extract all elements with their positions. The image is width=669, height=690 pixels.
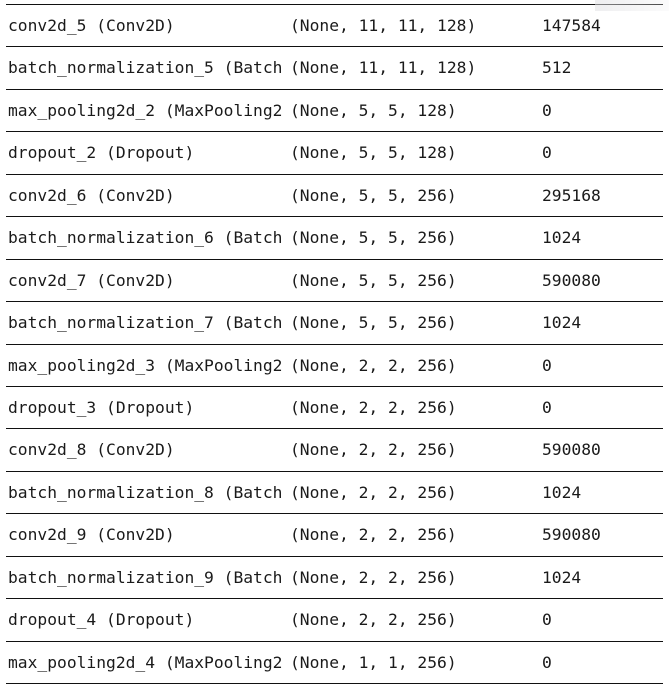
param-count-cell: 0 (542, 143, 552, 163)
table-row (6, 259, 663, 301)
table-body (0, 4, 669, 684)
output-shape-cell: (None, 5, 5, 256) (290, 228, 457, 248)
layer-name-cell: batch_normalization_6 (Batch (8, 228, 283, 248)
table-row (6, 556, 663, 598)
output-shape-cell: (None, 5, 5, 256) (290, 185, 457, 205)
layer-name-cell: batch_normalization_9 (Batch (8, 567, 283, 587)
param-count-cell: 590080 (542, 440, 601, 460)
layer-name-cell: max_pooling2d_2 (MaxPooling2 (8, 100, 283, 120)
param-count-cell: 590080 (542, 525, 601, 545)
param-count-cell: 0 (542, 397, 552, 417)
table-row (6, 46, 663, 88)
table-row (6, 301, 663, 343)
output-shape-cell: (None, 11, 11, 128) (290, 58, 477, 78)
layer-name-cell: dropout_4 (Dropout) (8, 610, 195, 630)
layer-name-cell: batch_normalization_7 (Batch (8, 313, 283, 333)
table-row (6, 89, 663, 131)
table-row (6, 598, 663, 640)
table-row (6, 641, 663, 683)
output-shape-cell: (None, 1, 1, 256) (290, 652, 457, 672)
output-shape-cell: (None, 2, 2, 256) (290, 355, 457, 375)
table-row (6, 471, 663, 513)
table-row (6, 4, 663, 46)
output-shape-cell: (None, 5, 5, 256) (290, 270, 457, 290)
param-count-cell: 590080 (542, 270, 601, 290)
param-count-cell: 0 (542, 355, 552, 375)
param-count-cell: 295168 (542, 185, 601, 205)
output-shape-cell: (None, 2, 2, 256) (290, 610, 457, 630)
table-row (6, 513, 663, 555)
param-count-cell: 1024 (542, 482, 582, 502)
layer-name-cell: batch_normalization_8 (Batch (8, 482, 283, 502)
output-shape-cell: (None, 2, 2, 256) (290, 525, 457, 545)
layer-name-cell: conv2d_5 (Conv2D) (8, 16, 175, 35)
layer-name-cell: dropout_2 (Dropout) (8, 143, 195, 163)
layer-name-cell: conv2d_8 (Conv2D) (8, 440, 175, 460)
table-row (6, 174, 663, 216)
param-count-cell: 512 (542, 58, 572, 78)
param-count-cell: 1024 (542, 567, 582, 587)
output-shape-cell: (None, 5, 5, 256) (290, 313, 457, 333)
param-count-cell: 1024 (542, 313, 582, 333)
layer-name-cell: conv2d_6 (Conv2D) (8, 185, 175, 205)
output-shape-cell: (None, 5, 5, 128) (290, 100, 457, 120)
layer-name-cell: conv2d_7 (Conv2D) (8, 270, 175, 290)
table-row (6, 216, 663, 258)
layer-name-cell: batch_normalization_5 (Batch (8, 58, 283, 78)
output-shape-cell: (None, 2, 2, 256) (290, 397, 457, 417)
table-bottom-rule (6, 683, 663, 684)
table-row (6, 386, 663, 428)
param-count-cell: 1024 (542, 228, 582, 248)
param-count-cell: 147584 (542, 16, 601, 35)
output-shape-cell: (None, 2, 2, 256) (290, 440, 457, 460)
table-row (6, 344, 663, 386)
output-shape-cell: (None, 5, 5, 128) (290, 143, 457, 163)
layer-name-cell: conv2d_9 (Conv2D) (8, 525, 175, 545)
layer-name-cell: max_pooling2d_4 (MaxPooling2 (8, 652, 283, 672)
param-count-cell: 0 (542, 100, 552, 120)
output-shape-cell: (None, 2, 2, 256) (290, 567, 457, 587)
param-count-cell: 0 (542, 652, 552, 672)
table-row (6, 428, 663, 470)
param-count-cell: 0 (542, 610, 552, 630)
output-shape-cell: (None, 2, 2, 256) (290, 482, 457, 502)
layer-name-cell: max_pooling2d_3 (MaxPooling2 (8, 355, 283, 375)
output-shape-cell: (None, 11, 11, 128) (290, 16, 477, 35)
table-row (6, 131, 663, 173)
layer-name-cell: dropout_3 (Dropout) (8, 397, 195, 417)
